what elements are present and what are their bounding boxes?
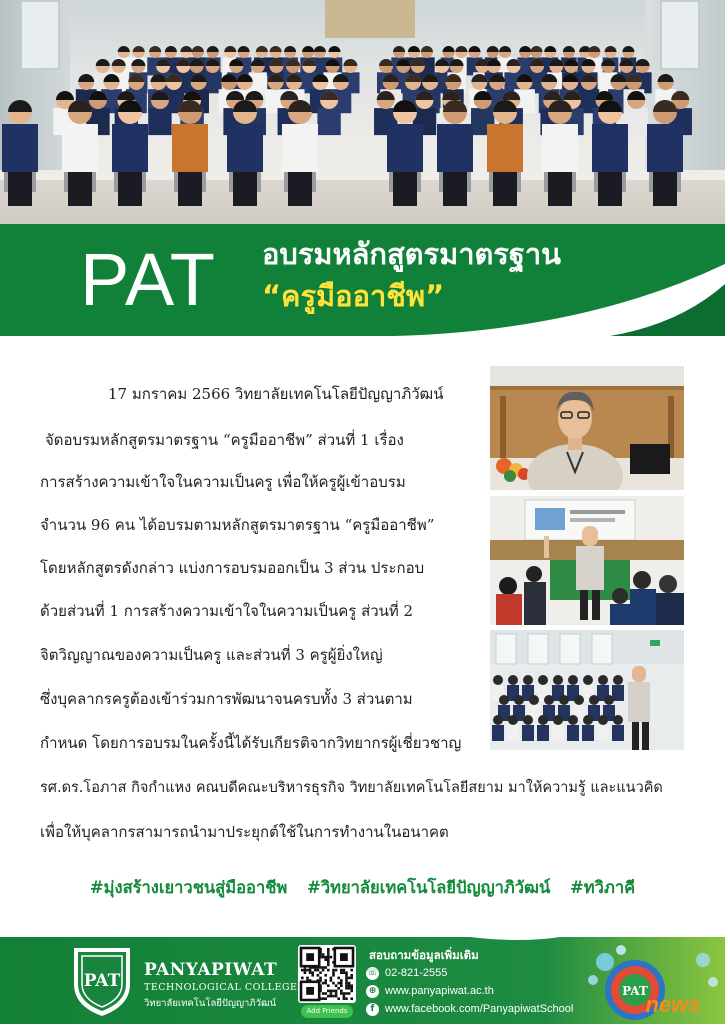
qr-module [332, 982, 335, 985]
phone-icon: ☏ [366, 967, 379, 978]
crowd-person-body [62, 124, 98, 172]
audience-person-body [522, 725, 534, 741]
group-photo [0, 0, 725, 228]
qr-module [345, 992, 348, 995]
qr-module [304, 969, 307, 972]
pat-logo-text: PAT [80, 238, 216, 321]
audience-person-head [583, 675, 593, 685]
qr-module [327, 995, 330, 998]
qr-module [327, 990, 330, 993]
crowd-person-body [148, 108, 171, 135]
facebook-icon: f [366, 1003, 379, 1016]
qr-module [322, 953, 325, 956]
qr-module [306, 977, 309, 980]
crowd-person-hair [519, 46, 531, 52]
contact-website[interactable] [366, 983, 494, 999]
qr-module [350, 974, 353, 977]
article-line: ซึ่งบุคลากรครูต้องเข้าร่วมการพัฒนาจนครบทั้ง 3 ส่วนตาม [40, 690, 413, 708]
qr-module [327, 964, 330, 967]
crowd-person-hair [8, 100, 32, 112]
globe-icon: ⊕ [366, 985, 379, 998]
qr-module [343, 971, 346, 974]
qr-module [335, 992, 338, 995]
qr-module [322, 969, 325, 972]
crowd-person-hair [284, 46, 296, 52]
qr-finder-inner [306, 953, 314, 961]
qr-module [327, 956, 330, 959]
qr-module [350, 987, 353, 990]
crowd-person-hair [165, 46, 177, 52]
photo-crowd [0, 0, 725, 228]
contact-facebook[interactable] [366, 1001, 573, 1017]
qr-module [332, 990, 335, 993]
audience-person-body [582, 725, 594, 741]
svg-text:PAT: PAT [83, 971, 121, 991]
crowd-person-hair [133, 46, 145, 52]
audience-person-head [508, 675, 518, 685]
banner-title: อบรมหลักสูตรมาตรฐาน [262, 237, 561, 271]
qr-module [340, 979, 343, 982]
crowd-person-hair [421, 46, 433, 52]
crowd-person-body [625, 108, 648, 135]
qr-module [345, 971, 348, 974]
qr-module [309, 969, 312, 972]
crowd-person-hair [238, 46, 250, 52]
contact-title: สอบถามข้อมูลเพิ่มเติม [369, 948, 479, 962]
audience-person-head [514, 695, 524, 705]
audience-person-head [559, 695, 569, 705]
crowd-person-legs [393, 172, 417, 206]
qr-module [322, 997, 325, 1000]
qr-code-icon[interactable] [298, 945, 356, 1003]
qr-module [343, 997, 346, 1000]
crowd-person-legs [233, 172, 257, 206]
qr-module [330, 977, 333, 980]
crowd-person-hair [192, 46, 204, 52]
crowd-person-hair [224, 46, 236, 52]
qr-module [350, 984, 353, 987]
crowd-person-hair [256, 46, 268, 52]
crowd-person-hair [636, 59, 650, 66]
crowd-person-hair [207, 46, 219, 52]
crowd-person-hair [468, 46, 480, 52]
qr-module [330, 956, 333, 959]
qr-module [332, 995, 335, 998]
qr-finder-inner [340, 953, 348, 961]
crowd-person-body [647, 124, 683, 172]
qr-module [332, 971, 335, 974]
crowd-person-legs [548, 172, 572, 206]
classroom-photo [490, 496, 684, 625]
crowd-person-body [2, 124, 38, 172]
crowd-person-body [592, 124, 628, 172]
hashtag[interactable]: #ทวิภาคี [569, 878, 636, 897]
college-thai-name: วิทยาลัยเทคโนโลยีปัญญาภิวัฒน์ [144, 998, 277, 1009]
crowd-person-hair [96, 59, 110, 66]
audience-person-body [567, 725, 579, 741]
website-url: www.panyapiwat.ac.th [385, 985, 494, 997]
hashtag[interactable]: #มุ่งสร้างเยาวชนสู่มืออาชีพ [89, 878, 288, 897]
audience-person-head [568, 715, 578, 725]
qr-module [350, 990, 353, 993]
speaker-portrait-photo [490, 366, 684, 490]
crowd-person-hair [443, 46, 455, 52]
qr-module [335, 995, 338, 998]
crowd-person-hair [499, 46, 511, 52]
qr-module [330, 990, 333, 993]
qr-module [343, 969, 346, 972]
crowd-person-hair [302, 46, 314, 52]
crowd-person-legs [118, 172, 142, 206]
crowd-person-legs [493, 172, 517, 206]
audience-person-head [523, 715, 533, 725]
crowd-person-hair [487, 46, 499, 52]
qr-module [301, 977, 304, 980]
crowd-person-body [387, 124, 423, 172]
college-name: PANYAPIWAT [144, 960, 278, 980]
audience-person-body [597, 725, 609, 741]
article-line: โดยหลักสูตรดังกล่าว แบ่งการอบรมออกเป็น 3 ส่วน ประกอบ [40, 559, 425, 577]
college-subtitle: TECHNOLOGICAL COLLEGE [144, 982, 298, 993]
crowd-person-hair [78, 74, 94, 82]
qr-module [343, 995, 346, 998]
audience-person-head [538, 715, 548, 725]
crowd-person-hair [588, 46, 600, 52]
qr-module [348, 984, 351, 987]
qr-module [311, 974, 314, 977]
qr-module [348, 987, 351, 990]
qr-module [340, 969, 343, 972]
crowd-person-hair [605, 46, 617, 52]
audience-person-body [537, 725, 549, 741]
crowd-person-hair [393, 46, 405, 52]
crowd-person-legs [288, 172, 312, 206]
crowd-person-hair [328, 46, 340, 52]
audience-person-head [493, 675, 503, 685]
qr-module [330, 979, 333, 982]
crowd-person-body [227, 124, 263, 172]
qr-finder-inner [306, 987, 314, 995]
audience-person-head [508, 715, 518, 725]
add-friends-badge[interactable]: Add Friends [301, 1005, 353, 1018]
audience-person-head [523, 675, 533, 685]
qr-module [327, 948, 330, 951]
qr-module [345, 987, 348, 990]
qr-module [324, 997, 327, 1000]
crowd-person-hair [379, 59, 393, 66]
banner-subtitle: “ครูมืออาชีพ” [262, 279, 445, 313]
audience-person-body [552, 725, 564, 741]
qr-module [327, 951, 330, 954]
crowd-person-hair [270, 46, 282, 52]
audience-person-head [613, 675, 623, 685]
crowd-person-body [542, 124, 578, 172]
article-line: จำนวน 96 คน ได้อบรมตามหลักสูตรมาตรฐาน “ครูมืออาชีพ” [40, 516, 435, 534]
article-line: 17 มกราคม 2566 วิทยาลัยเทคโนโลยีปัญญาภิวัฒน์ [108, 385, 444, 403]
college-crest-icon [70, 944, 134, 1018]
crowd-person-legs [178, 172, 202, 206]
qr-module [327, 953, 330, 956]
crowd-person-hair [658, 74, 674, 82]
audience-person-head [553, 675, 563, 685]
qr-module [330, 995, 333, 998]
crowd-person-hair [455, 46, 467, 52]
article-line: รศ.ดร.โอภาส กิจกำแหง คณบดีคณะบริหารธุรกิจ วิทยาลัยเทคโนโลยีสยาม มาให้ความรู้ และแนวคิด [40, 780, 663, 796]
qr-module [330, 992, 333, 995]
qr-module [314, 969, 317, 972]
crowd-person-legs [8, 172, 32, 206]
qr-module [327, 961, 330, 964]
qr-module [322, 982, 325, 985]
qr-module [345, 982, 348, 985]
crowd-person-hair [118, 46, 130, 52]
crowd-person-body [487, 124, 523, 172]
article-line: จัดอบรมหลักสูตรมาตรฐาน “ครูมืออาชีพ” ส่วนที่ 1 เรื่อง [45, 431, 404, 449]
crowd-person-hair [314, 46, 326, 52]
article-line: การสร้างความเข้าใจในความเป็นครู เพื่อให้ครูผู้เข้าอบรม [40, 473, 406, 491]
qr-module [337, 977, 340, 980]
audience-person-body [507, 725, 519, 741]
qr-module [343, 992, 346, 995]
qr-module [348, 982, 351, 985]
qr-module [345, 997, 348, 1000]
audience-person-head [574, 695, 584, 705]
crowd-person-body [437, 124, 473, 172]
phone-number: 02-821-2555 [385, 967, 448, 979]
hashtag-row [0, 875, 725, 901]
qr-module [324, 956, 327, 959]
qr-module [345, 974, 348, 977]
audience-person-head [568, 675, 578, 685]
qr-module [345, 979, 348, 982]
audience-person-head [604, 695, 614, 705]
crowd-person-hair [563, 46, 575, 52]
audience-person-head [529, 695, 539, 705]
qr-module [340, 992, 343, 995]
crowd-person-body [112, 124, 148, 172]
qr-module [350, 997, 353, 1000]
qr-module [311, 971, 314, 974]
qr-module [327, 958, 330, 961]
qr-module [335, 984, 338, 987]
qr-module [304, 971, 307, 974]
qr-module [322, 956, 325, 959]
crowd-person-hair [544, 46, 556, 52]
audience-person-body [612, 725, 624, 741]
qr-module [340, 971, 343, 974]
crowd-person-hair [408, 46, 420, 52]
audience-person-body [492, 725, 504, 741]
qr-module [327, 984, 330, 987]
qr-module [324, 992, 327, 995]
article-line: จิตวิญญาณของความเป็นครู และส่วนที่ 3 ครูผู้ยิ่งใหญ่ [40, 646, 383, 664]
crowd-person-legs [653, 172, 677, 206]
qr-module [322, 992, 325, 995]
crowd-person-body [282, 124, 318, 172]
qr-module [324, 982, 327, 985]
hashtag[interactable]: #วิทยาลัยเทคโนโลยีปัญญาภิวัฒน์ [307, 878, 551, 897]
article-line: เพื่อให้บุคลากรสามารถนำมาประยุกต์ใช้ในการทำงานในอนาคต [40, 823, 449, 841]
audience-person-head [583, 715, 593, 725]
audience-photo [490, 630, 684, 750]
qr-module [340, 984, 343, 987]
qr-module [324, 974, 327, 977]
qr-module [301, 969, 304, 972]
qr-module [319, 977, 322, 980]
qr-module [327, 969, 330, 972]
svg-text:PAT: PAT [622, 984, 648, 998]
audience-person-head [589, 695, 599, 705]
audience-person-head [613, 715, 623, 725]
qr-module [337, 982, 340, 985]
qr-module [332, 969, 335, 972]
qr-module [309, 971, 312, 974]
audience-person-head [598, 675, 608, 685]
audience-person-head [544, 695, 554, 705]
article-line: กำหนด โดยการอบรมในครั้งนี้ได้รับเกียรติจากวิทยากรผู้เชี่ยวชาญ [40, 734, 462, 752]
qr-module [322, 966, 325, 969]
crowd-person-body [172, 124, 208, 172]
crowd-person-hair [622, 46, 634, 52]
crowd-person-hair [149, 46, 161, 52]
qr-module [348, 977, 351, 980]
audience-person-head [538, 675, 548, 685]
svg-text:news: news [645, 992, 701, 1017]
audience-person-head [598, 715, 608, 725]
qr-module [306, 969, 309, 972]
qr-module [319, 971, 322, 974]
crowd-person-hair [180, 46, 192, 52]
facebook-url: www.facebook.com/PanyapiwatSchool [385, 1003, 574, 1015]
qr-module [348, 992, 351, 995]
qr-module [337, 987, 340, 990]
crowd-person-body [317, 108, 340, 135]
contact-phone[interactable] [366, 965, 447, 981]
qr-module [317, 974, 320, 977]
qr-module [324, 958, 327, 961]
qr-module [340, 982, 343, 985]
article-line: ด้วยส่วนที่ 1 การสร้างความเข้าใจในความเป็นครู ส่วนที่ 2 [40, 602, 414, 620]
qr-module [350, 969, 353, 972]
qr-module [340, 990, 343, 993]
crowd-person-hair [531, 46, 543, 52]
qr-module [332, 974, 335, 977]
crowd-person-legs [68, 172, 92, 206]
crowd-person-hair [343, 59, 357, 66]
qr-module [350, 977, 353, 980]
qr-module [345, 984, 348, 987]
audience-person-head [493, 715, 503, 725]
qr-module [335, 969, 338, 972]
audience-person-head [553, 715, 563, 725]
qr-module [317, 969, 320, 972]
qr-module [324, 979, 327, 982]
qr-module [337, 997, 340, 1000]
qr-module [335, 990, 338, 993]
crowd-person-legs [443, 172, 467, 206]
qr-module [324, 966, 327, 969]
pat-news-logo-icon [585, 940, 720, 1024]
qr-module [345, 977, 348, 980]
audience-person-head [499, 695, 509, 705]
crowd-person-legs [598, 172, 622, 206]
crowd-person-hair [56, 91, 74, 100]
